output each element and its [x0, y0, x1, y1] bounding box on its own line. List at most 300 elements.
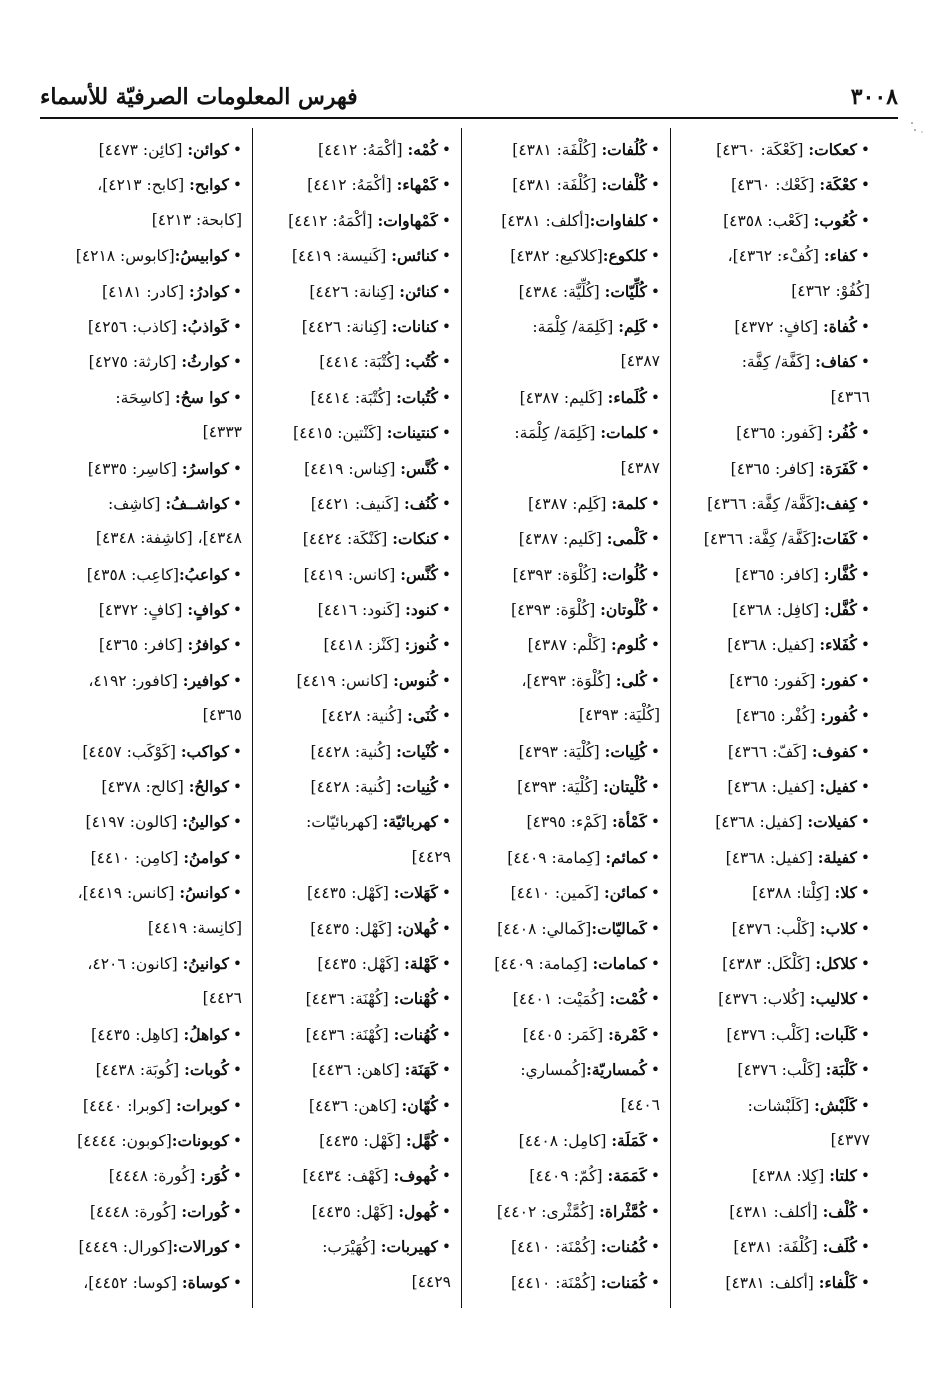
entry-reference: [كَمَر: ٤٤٠٥]	[522, 1025, 609, 1044]
bullet-icon: •	[232, 282, 242, 301]
entry-headword: كُمُنات:	[600, 1237, 647, 1257]
entry-reference: [كَلْكَل: ٤٣٨٣]	[722, 954, 816, 973]
index-entry	[54, 274, 242, 309]
entry-reference: [كَعْب: ٤٣٥٨]	[723, 211, 814, 230]
index-entry	[263, 804, 451, 839]
entry-reference: [أكلف: ٤٣٨١]	[725, 1273, 819, 1292]
index-entry	[54, 1017, 242, 1052]
entry-reference: [كاهِل: ٤٤٣٥]	[91, 1025, 184, 1044]
entry-headword: كوساة:	[181, 1272, 229, 1292]
entry-headword: كوارثُ:	[181, 352, 229, 372]
entry-reference: [كُتْبَة: ٤٤١٤]	[319, 353, 405, 372]
entry-headword: كُلَماء:	[607, 387, 647, 407]
entry-reference: [كُمْنَة: ٤٤١٠]	[510, 1238, 601, 1257]
entry-headword: كوافرُ:	[187, 635, 229, 655]
index-entry	[681, 451, 870, 486]
entry-headword: كَلْبَة:	[825, 1060, 857, 1080]
entry-headword: كُفَلاء:	[819, 635, 857, 655]
entry-reference: [كفيل: ٤٣٦٨]	[725, 848, 818, 867]
entry-reference: [كارثة: ٤٢٧٥]	[88, 353, 182, 372]
index-entry-continuation	[54, 911, 242, 946]
bullet-icon: •	[860, 954, 870, 973]
entry-headword: كُلَف:	[822, 1237, 857, 1257]
entry-reference: [كُمّ: ٤٤٠٩]	[529, 1167, 608, 1186]
index-entry	[681, 1158, 870, 1193]
entry-reference: [كُلْفَة: ٤٣٨١]	[512, 141, 602, 159]
bullet-icon: •	[860, 247, 870, 266]
page-header	[40, 62, 898, 110]
entry-reference: [كَفور: ٤٣٦٥]	[736, 424, 828, 443]
entry-reference: [كانس: ٤٤١٩]،	[77, 884, 180, 903]
bullet-icon: •	[650, 813, 660, 832]
entry-reference: [كَهْل: ٤٤٣٥]	[317, 954, 405, 973]
bullet-icon: •	[441, 211, 451, 230]
entry-headword: كمامات:	[592, 953, 647, 973]
entry-headword: كَمَمَة:	[607, 1166, 647, 1186]
index-entry	[681, 203, 870, 238]
index-entry	[472, 486, 660, 521]
index-entry	[681, 1052, 870, 1087]
bullet-icon: •	[650, 848, 660, 867]
entry-headword: كفاء:	[823, 246, 857, 266]
entry-reference: [كَهْل: ٤٤٣٥]	[319, 1131, 406, 1150]
entry-reference: [كَنيسة: ٤٤١٩]	[291, 247, 392, 266]
entry-headword: كُنوز:	[404, 635, 438, 655]
entry-headword: كُنُف:	[404, 493, 438, 513]
index-columns	[44, 128, 880, 1308]
index-entry	[54, 592, 242, 627]
entry-headword: كورالات:	[172, 1237, 229, 1257]
entry-headword: كعْكَة:	[819, 175, 857, 195]
index-entry	[472, 238, 660, 273]
entry-reference: [كُلْوَة: ٤٣٩٣]	[512, 565, 602, 584]
index-entry	[681, 663, 870, 698]
entry-reference: [كلاكيع: ٤٣٨٢]	[510, 247, 603, 266]
entry-reference: [كِناس: ٤٤١٩]	[304, 459, 401, 478]
bullet-icon: •	[441, 247, 451, 266]
entry-headword: كفوف:	[811, 741, 857, 761]
entry-headword: كمائم:	[605, 847, 647, 867]
index-entry-continuation	[54, 415, 242, 450]
bullet-icon: •	[650, 141, 660, 159]
index-entry	[472, 840, 660, 875]
entry-reference: [كفيل: ٤٣٦٨]	[727, 778, 820, 797]
index-entry	[54, 734, 242, 769]
index-entry	[472, 875, 660, 910]
index-entry	[263, 769, 451, 804]
entry-headword: كُعُوب:	[813, 210, 857, 230]
entry-reference: ٤٣٦٦]	[830, 387, 870, 406]
bullet-icon: •	[232, 1238, 242, 1257]
entry-headword: كوائن:	[187, 140, 229, 159]
entry-headword: كَهَنَة:	[404, 1060, 438, 1080]
bullet-icon: •	[441, 778, 451, 797]
bullet-icon: •	[232, 1202, 242, 1221]
index-entry	[54, 309, 242, 344]
bullet-icon: •	[441, 636, 451, 655]
bullet-icon: •	[232, 1025, 242, 1044]
bullet-icon: •	[441, 317, 451, 336]
entry-reference: [كُلِّيَّة: ٤٣٨٤]	[518, 282, 605, 301]
bullet-icon: •	[650, 954, 660, 973]
entry-reference: [كَعْك: ٤٣٦٠]	[730, 176, 820, 195]
entry-headword: كوبرات:	[175, 1095, 229, 1115]
index-entry	[54, 1194, 242, 1229]
bullet-icon: •	[860, 1167, 870, 1186]
bullet-icon: •	[232, 954, 242, 973]
entry-reference: [كامِل: ٤٤٠٨]	[518, 1131, 612, 1150]
entry-headword: كوالينُ:	[182, 812, 229, 832]
bullet-icon: •	[650, 282, 660, 301]
bullet-icon: •	[441, 990, 451, 1009]
index-column-1	[671, 128, 880, 1308]
entry-reference: [كِمامة: ٤٤٠٩]	[507, 848, 606, 867]
entry-reference: [كُتْبَة: ٤٤١٤]	[310, 388, 397, 407]
bullet-icon: •	[232, 813, 242, 832]
index-entry-continuation	[681, 380, 870, 415]
entry-headword: كَهَلات:	[393, 883, 438, 903]
entry-reference: [كَنْكَة: ٤٤٢٤]	[302, 530, 393, 549]
entry-headword: كُهُنات:	[393, 1024, 438, 1044]
entry-headword: كواكب:	[180, 741, 229, 761]
entry-headword: كُلُفات:	[601, 140, 647, 159]
bullet-icon: •	[860, 707, 870, 726]
bullet-icon: •	[232, 1167, 242, 1186]
index-entry	[681, 486, 870, 521]
index-entry	[472, 1052, 660, 1087]
entry-reference: [كُلْوَة: ٤٣٩٣]	[511, 601, 601, 620]
entry-reference: [كاعِب: ٤٣٥٨]	[86, 565, 179, 584]
entry-headword: كُمَّثْراة:	[599, 1201, 647, 1221]
entry-reference: [كَهْل: ٤٤٣٥]	[310, 919, 397, 938]
index-entry	[681, 415, 870, 450]
bullet-icon: •	[232, 565, 242, 584]
index-entry	[472, 769, 660, 804]
bullet-icon: •	[860, 1061, 870, 1080]
entry-reference: [كُلْفَة: ٤٣٨١]	[733, 1238, 823, 1257]
index-entry	[681, 238, 870, 273]
bullet-icon: •	[232, 778, 242, 797]
index-entry	[54, 1158, 242, 1193]
entry-reference: [كَنيف: ٤٤٢١]	[310, 494, 405, 513]
index-entry-continuation	[263, 840, 451, 875]
bullet-icon: •	[650, 1167, 660, 1186]
entry-headword: كَواذبُ:	[181, 316, 229, 336]
index-entry	[681, 309, 870, 344]
bullet-icon: •	[860, 424, 870, 443]
entry-headword: كُمَنات:	[600, 1272, 647, 1292]
bullet-icon: •	[232, 636, 242, 655]
index-entry	[681, 627, 870, 662]
bullet-icon: •	[650, 247, 660, 266]
entry-reference: [كَنود: ٤٤١٦]	[317, 601, 406, 620]
bullet-icon: •	[860, 636, 870, 655]
bullet-icon: •	[860, 1238, 870, 1257]
entry-headword: كُمساريّة:	[586, 1060, 647, 1080]
entry-reference: [كِمامة: ٤٤٠٩]	[494, 954, 593, 973]
entry-reference: [كابح: ٤٢١٣]،	[97, 176, 190, 195]
index-entry	[472, 734, 660, 769]
bullet-icon: •	[441, 1167, 451, 1186]
entry-reference: [كُلْيَة: ٤٣٩٣]	[578, 706, 660, 725]
entry-reference: [كامِن: ٤٤١٠]	[90, 848, 184, 867]
entry-reference: [كَفَّة/ كِفَّة:	[741, 353, 816, 372]
index-entry-continuation	[54, 698, 242, 733]
bullet-icon: •	[650, 1202, 660, 1221]
index-entry	[54, 1123, 242, 1158]
bullet-icon: •	[860, 176, 870, 195]
entry-reference: [كَوْكَب: ٤٤٥٧]	[82, 742, 181, 761]
bullet-icon: •	[232, 1131, 242, 1150]
bullet-icon: •	[650, 1061, 660, 1080]
bullet-icon: •	[441, 742, 451, 761]
bullet-icon: •	[441, 424, 451, 443]
entry-headword: كُنَى:	[407, 706, 438, 726]
bullet-icon: •	[650, 990, 660, 1009]
index-entry	[263, 1052, 451, 1087]
entry-reference: [كادر: ٤١٨١]	[102, 282, 190, 301]
entry-reference: [كَهْف: ٤٤٣٤]	[302, 1167, 394, 1186]
index-entry	[263, 309, 451, 344]
entry-headword: كوافير:	[182, 670, 229, 690]
entry-headword: كُنَّس:	[400, 564, 438, 584]
index-entry	[263, 981, 451, 1016]
index-entry	[263, 1194, 451, 1229]
bullet-icon: •	[860, 141, 870, 159]
index-entry	[472, 521, 660, 556]
bullet-icon: •	[860, 848, 870, 867]
entry-headword: كوبونات:	[171, 1130, 229, 1150]
entry-reference: [كُهْنَة: ٤٤٣٦]	[305, 990, 394, 1009]
entry-headword: كُفُر:	[827, 423, 857, 443]
page-number: ٣٠٠٨	[850, 84, 898, 110]
entry-headword: كُلِيات:	[604, 741, 647, 761]
index-entry	[681, 946, 870, 981]
entry-headword: كواسرُ:	[181, 458, 229, 478]
entry-headword: كلاكل:	[815, 953, 857, 973]
index-entry	[472, 309, 660, 344]
bullet-icon: •	[650, 494, 660, 513]
entry-reference: ٤٣٣٣]	[202, 423, 242, 442]
index-entry-continuation	[54, 203, 242, 238]
index-entry	[54, 946, 242, 981]
entry-reference: [كُورة: ٤٤٤٨]	[108, 1167, 201, 1186]
entry-reference: [كانس: ٤٤١٩]	[296, 671, 394, 690]
entry-headword: كنكات:	[392, 529, 438, 549]
entry-headword: كُفَّل:	[824, 600, 857, 620]
index-entry	[54, 486, 242, 521]
index-entry	[681, 698, 870, 733]
entry-headword: كنائن:	[399, 281, 438, 301]
index-entry-continuation	[681, 1123, 870, 1158]
entry-headword: كوافٍ:	[187, 600, 229, 620]
entry-headword: كلا:	[834, 883, 857, 903]
index-entry	[681, 132, 870, 167]
entry-reference: [كانس: ٤٤١٩]	[303, 565, 401, 584]
index-entry	[54, 557, 242, 592]
index-entry-continuation	[681, 274, 870, 309]
entry-reference: [كَمين: ٤٤١٠]	[510, 884, 604, 903]
entry-reference: [كوسا: ٤٤٥٢]،	[83, 1273, 182, 1292]
bullet-icon: •	[860, 1273, 870, 1292]
index-entry	[472, 981, 660, 1016]
entry-headword: كَلْمى:	[606, 529, 647, 549]
bullet-icon: •	[232, 353, 242, 372]
entry-reference: [كِنانة: ٤٤٢٦]	[301, 317, 392, 336]
entry-reference: [كافر: ٤٣٦٥]	[735, 565, 824, 584]
index-entry	[263, 238, 451, 273]
bullet-icon: •	[860, 671, 870, 690]
index-entry	[54, 1088, 242, 1123]
entry-reference: [كَلْب: ٤٣٧٦]	[731, 919, 820, 938]
bullet-icon: •	[441, 565, 451, 584]
index-entry	[681, 840, 870, 875]
entry-reference: [كافِل: ٤٣٦٨]	[732, 601, 825, 620]
bullet-icon: •	[441, 494, 451, 513]
index-entry	[681, 1088, 870, 1123]
entry-headword: كهيربات:	[380, 1237, 438, 1257]
index-entry-continuation	[472, 451, 660, 486]
entry-reference: [كَلْب: ٤٣٧٦]	[737, 1061, 826, 1080]
entry-reference: [كافٍ: ٤٣٧٢]	[734, 317, 824, 336]
entry-reference: [كوبون: ٤٤٤٤]	[77, 1131, 172, 1150]
entry-headword: كفيلة:	[817, 847, 857, 867]
entry-headword: كُنِيات:	[396, 777, 438, 797]
bullet-icon: •	[650, 884, 660, 903]
bullet-icon: •	[441, 282, 451, 301]
index-entry	[681, 344, 870, 379]
entry-headword: كِفف:	[819, 493, 857, 513]
entry-headword: كوادرُ:	[189, 281, 229, 301]
entry-headword: كَلِم:	[618, 316, 647, 336]
entry-reference: [كُفُوْ: ٤٣٦٢]	[791, 281, 870, 300]
entry-headword: كُلْف:	[822, 1201, 857, 1221]
bullet-icon: •	[232, 176, 242, 195]
bullet-icon: •	[441, 1202, 451, 1221]
bullet-icon: •	[441, 353, 451, 372]
index-entry	[681, 734, 870, 769]
index-entry-continuation	[472, 698, 660, 733]
entry-reference: ٤٤٢٩]	[411, 1272, 451, 1291]
entry-headword: كنتينات:	[386, 423, 438, 443]
entry-headword: كنائس:	[391, 246, 438, 266]
entry-reference: [كَفّ: ٤٣٦٦]	[727, 742, 812, 761]
entry-headword: كلتا:	[829, 1166, 857, 1186]
entry-headword: كَفَرَة:	[819, 458, 857, 478]
entry-headword: كلاب:	[819, 918, 857, 938]
bullet-icon: •	[232, 494, 242, 513]
entry-reference: [كافور: ٤١٩٢،	[88, 671, 183, 690]
entry-reference: [كابوس: ٤٢١٨]	[75, 247, 175, 266]
entry-reference: [كُوبَة: ٤٤٣٨]	[95, 1061, 185, 1080]
bullet-icon: •	[441, 919, 451, 938]
bullet-icon: •	[441, 459, 451, 478]
index-entry	[681, 521, 870, 556]
index-entry	[54, 380, 242, 415]
entry-reference: [كائِن: ٤٤٧٣]	[98, 141, 188, 159]
index-entry	[472, 911, 660, 946]
entry-reference: [كِنانة: ٤٤٢٦]	[309, 282, 400, 301]
index-entry	[54, 132, 242, 167]
entry-reference: [كافٍ: ٤٣٧٢]	[98, 601, 188, 620]
bullet-icon: •	[441, 884, 451, 903]
entry-headword: كوا سحُ:	[175, 387, 229, 407]
bullet-icon: •	[860, 813, 870, 832]
entry-reference: [كَلْم: ٤٣٨٧]	[527, 636, 611, 655]
bullet-icon: •	[650, 1238, 660, 1257]
entry-reference: [كاهن: ٤٤٣٦]	[312, 1061, 405, 1080]
index-entry	[54, 840, 242, 875]
entry-reference: [كُفْء: ٤٣٦٢]،	[727, 247, 824, 266]
entry-reference: [كالح: ٤٣٧٨]	[101, 778, 189, 797]
entry-reference: ٤٤٢٩]	[411, 847, 451, 866]
entry-reference: [كُمَّثْرى: ٤٤٠٢]	[496, 1202, 600, 1221]
index-entry	[263, 1229, 451, 1264]
bullet-icon: •	[860, 530, 870, 549]
entry-reference: [كَلِم: ٤٣٨٧]	[528, 494, 612, 513]
entry-reference: [كفيل: ٤٣٦٨]	[715, 813, 808, 832]
index-entry	[263, 1158, 451, 1193]
index-entry	[681, 167, 870, 202]
entry-reference: [كُمَيْت: ٤٤٠١]	[512, 990, 610, 1009]
entry-headword: كُتُبات:	[396, 387, 438, 407]
index-entry	[681, 1265, 870, 1300]
bullet-icon: •	[232, 884, 242, 903]
entry-reference: [كهربائيّات:	[306, 813, 383, 832]
entry-headword: كُورات:	[181, 1201, 229, 1221]
entry-headword: كُلْوتان:	[600, 600, 647, 620]
bullet-icon: •	[860, 353, 870, 372]
bullet-icon: •	[441, 707, 451, 726]
bullet-icon: •	[232, 1273, 242, 1292]
entry-reference: [كَمْء: ٤٣٩٥]	[526, 813, 612, 832]
index-entry	[54, 1229, 242, 1264]
entry-headword: كُوَر:	[200, 1166, 229, 1186]
bullet-icon: •	[650, 565, 660, 584]
index-entry	[263, 451, 451, 486]
index-entry	[472, 1123, 660, 1158]
entry-headword: كُهْنات:	[393, 989, 438, 1009]
entry-headword: كُهلان:	[396, 918, 438, 938]
entry-reference: [كُلْوَة: ٤٣٩٣]،	[521, 671, 616, 690]
index-entry	[681, 1229, 870, 1264]
index-entry	[263, 734, 451, 769]
index-entry	[263, 663, 451, 698]
index-entry	[54, 1265, 242, 1300]
bullet-icon: •	[860, 742, 870, 761]
index-entry	[263, 274, 451, 309]
index-entry	[263, 1123, 451, 1158]
entry-reference: [كاذب: ٤٢٥٦]	[87, 317, 182, 336]
entry-headword: كفيل:	[819, 777, 857, 797]
entry-headword: كَمْهاء:	[396, 175, 438, 195]
entry-reference: [كُنية: ٤٤٢٨]	[310, 778, 397, 797]
bullet-icon: •	[441, 954, 451, 973]
index-entry	[681, 592, 870, 627]
entry-reference: [كِلا: ٤٣٨٨]	[752, 1167, 830, 1186]
bullet-icon: •	[860, 1025, 870, 1044]
entry-reference: [كُنية: ٤٤٢٨]	[321, 707, 408, 726]
index-entry	[54, 804, 242, 839]
bullet-icon: •	[650, 601, 660, 620]
bullet-icon: •	[650, 1131, 660, 1150]
index-entry	[472, 1194, 660, 1229]
index-entry	[263, 946, 451, 981]
entry-headword: كُهَّل:	[405, 1130, 438, 1150]
bullet-icon: •	[860, 565, 870, 584]
entry-reference: ٤٣٦٥]	[202, 706, 242, 725]
entry-reference: [كُهْنَة: ٤٤٣٦]	[305, 1025, 394, 1044]
